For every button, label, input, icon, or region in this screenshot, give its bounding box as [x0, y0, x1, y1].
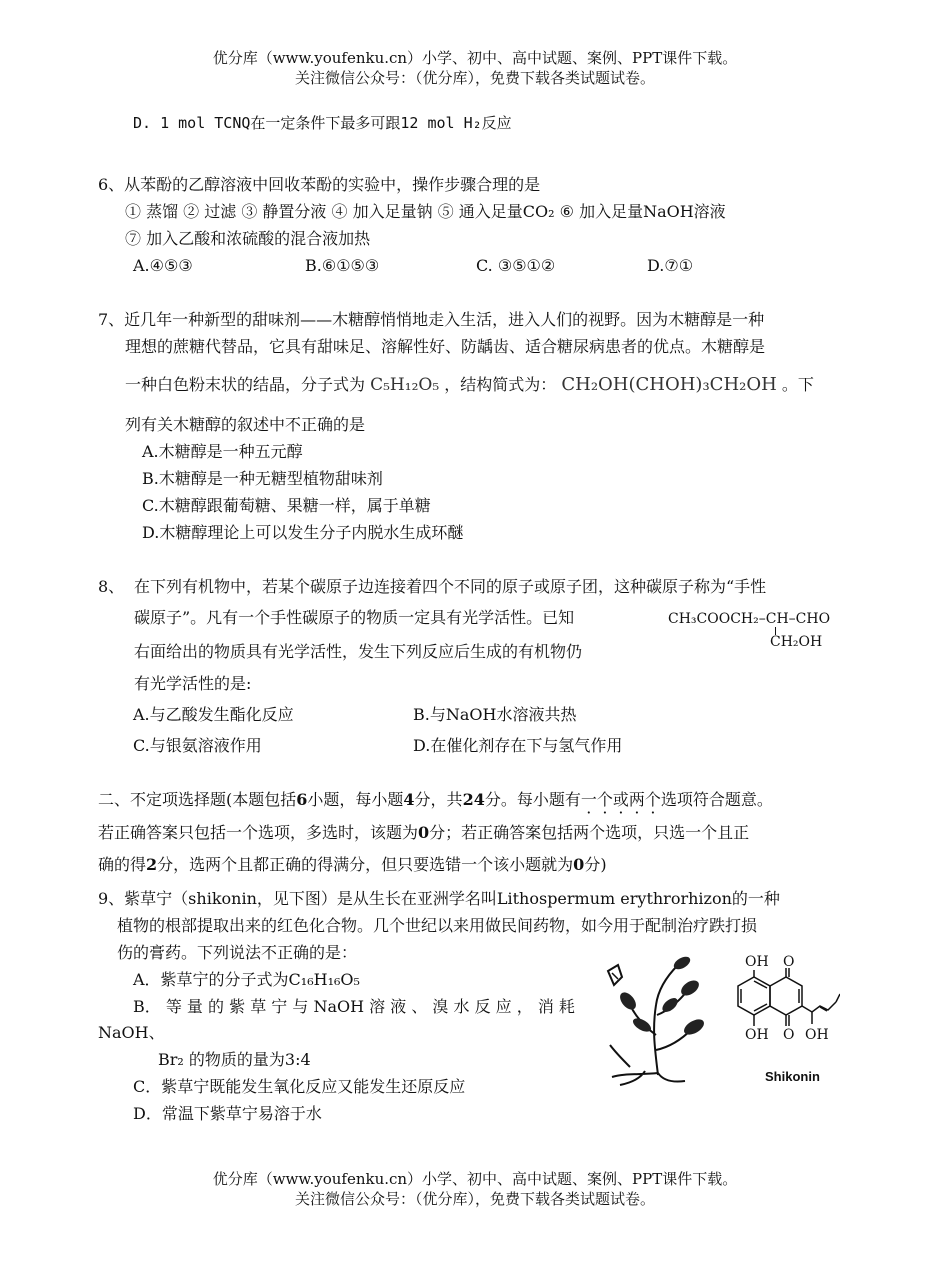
- q8-line-4: 有光学活性的是:: [134, 674, 252, 693]
- shikonin-o-top: O: [783, 954, 795, 970]
- sec2-emphasis: 或: [612, 790, 629, 809]
- sec2-text: 分。每小题有: [484, 790, 581, 809]
- q7-formula: C₅H₁₂O₅: [370, 375, 440, 395]
- q7-structure: CH₂OH(CHOH)₃CH₂OH: [561, 374, 777, 395]
- q8-molecule-branch: CH₂OH: [770, 634, 823, 650]
- q7-line-3-text-b: ，结构简式为：: [444, 375, 557, 394]
- q6-option-a: A.④⑤③: [133, 256, 193, 275]
- sec2-text: 二、不定项选择题(本题包括: [98, 790, 297, 809]
- shikonin-structure: [712, 958, 840, 1058]
- sec2-text: 选项符合题意。: [660, 790, 773, 809]
- q9-option-a: A．紫草宁的分子式为C₁₆H₁₆O₅: [133, 970, 360, 989]
- q7-line-3: [125, 374, 814, 396]
- q7-option-c: C.木糖醇跟葡萄糖、果糖一样，属于单糖: [142, 496, 431, 515]
- header-line-2: 关注微信公众号：（优分库），免费下载各类试题试卷。: [294, 69, 655, 87]
- q6-steps-1: ① 蒸馏 ② 过滤 ③ 静置分液 ④ 加入足量钠 ⑤ 通入足量CO₂ ⑥ 加入足量NaOH溶液: [125, 202, 726, 221]
- q7-option-d: D.木糖醇理论上可以发生分子内脱水生成环醚: [142, 523, 464, 542]
- q7-line-1: 7、近几年一种新型的甜味剂——木糖醇悄悄地走入生活，进入人们的视野。因为木糖醇是一种: [98, 310, 765, 329]
- q6-stem: 6、从苯酚的乙醇溶液中回收苯酚的实验中，操作步骤合理的是: [98, 175, 541, 194]
- q8-option-a: A.与乙酸发生酯化反应: [133, 705, 294, 724]
- sec2-text: 分，共: [414, 790, 463, 809]
- q9-option-b-line-3: Br₂ 的物质的量为3:4: [158, 1050, 311, 1069]
- q6-option-b: B.⑥①⑤③: [305, 256, 380, 275]
- q8-option-d: D.在催化剂存在下与氢气作用: [413, 736, 623, 755]
- q7-line-3-text-a: 一种白色粉末状的结晶，分子式为: [125, 375, 366, 394]
- q5-option-d: D. 1 mol TCNQ在一定条件下最多可跟12 mol H₂反应: [133, 114, 512, 132]
- plant-illustration: [600, 955, 712, 1087]
- sec2-num: 0: [573, 855, 585, 874]
- q9-line-3: 伤的膏药。下列说法不正确的是：: [117, 943, 358, 962]
- q8-line-1: 在下列有机物中，若某个碳原子边连接着四个不同的原子或原子团，这种碳原子称为“手性: [134, 577, 767, 596]
- q9-option-b-line-2: NaOH、: [98, 1023, 165, 1042]
- sec2-emphasis: 一: [580, 790, 597, 809]
- section-2-line-2: [98, 822, 749, 844]
- sec2-text: 若正确答案只包括一个选项，多选时，该题为: [98, 823, 419, 842]
- sec2-emphasis: 两: [628, 790, 645, 809]
- section-2-line-3: [98, 854, 607, 876]
- q9-line-2: 植物的根部提取出来的红色化合物。几个世纪以来用做民间药物，如今用于配制治疗跌打损: [117, 916, 758, 935]
- sec2-num: 24: [462, 790, 485, 809]
- footer-line-2: 关注微信公众号：（优分库），免费下载各类试题试卷。: [294, 1190, 655, 1208]
- sec2-num: 6: [296, 790, 308, 809]
- q8-line-3: 右面给出的物质具有光学活性，发生下列反应后生成的有机物仍: [134, 642, 583, 661]
- sec2-num: 4: [403, 790, 415, 809]
- q9-option-b-line-1: B． 等 量 的 紫 草 宁 与 NaOH 溶 液 、 溴 水 反 应 ， 消 耗: [133, 997, 575, 1016]
- sec2-text: 确的得: [98, 855, 147, 874]
- sec2-num: 0: [418, 823, 430, 842]
- q9-option-c: C．紫草宁既能发生氧化反应又能发生还原反应: [133, 1077, 466, 1096]
- q8-molecule-main: CH₃COOCH₂–CH–CHO: [668, 611, 831, 627]
- header-line-1: 优分库（www.youfenku.cn）小学、初中、高中试题、案例、PPT课件下载。: [212, 49, 738, 67]
- sec2-text: 小题，每小题: [307, 790, 404, 809]
- q7-line-3-text-c: 。下: [781, 375, 814, 394]
- q7-line-2: 理想的蔗糖代替品，它具有甜味足、溶解性好、防龋齿、适合糖尿病患者的优点。木糖醇是: [125, 337, 766, 356]
- shikonin-oh-bottom: OH: [745, 1027, 769, 1043]
- footer-line-1: 优分库（www.youfenku.cn）小学、初中、高中试题、案例、PPT课件下载。: [212, 1170, 738, 1188]
- sec2-text: 分；若正确答案包括两个选项，只选一个且正: [429, 823, 750, 842]
- sec2-text: 分，选两个且都正确的得满分，但只要选错一个该小题就为: [157, 855, 574, 874]
- q8-number: 8、: [98, 577, 125, 596]
- q9-line-1: 9、紫草宁（shikonin，见下图）是从生长在亚洲学名叫Lithospermum erythrorhizon的一种: [98, 889, 780, 908]
- q6-option-c: C. ③⑤①②: [476, 256, 556, 275]
- shikonin-caption: Shikonin: [765, 1069, 820, 1084]
- q7-option-b: B.木糖醇是一种无糖型植物甜味剂: [142, 469, 383, 488]
- shikonin-oh-top: OH: [745, 954, 769, 970]
- q8-line-2: 碳原子”。凡有一个手性碳原子的物质一定具有光学活性。已知: [134, 608, 575, 627]
- q7-option-a: A.木糖醇是一种五元醇: [142, 442, 303, 461]
- shikonin-o-bottom: O: [783, 1027, 795, 1043]
- q8-option-c: C.与银氨溶液作用: [133, 736, 262, 755]
- q9-option-d: D．常温下紫草宁易溶于水: [133, 1104, 322, 1123]
- q6-option-d: D.⑦①: [647, 256, 694, 275]
- sec2-num: 2: [146, 855, 158, 874]
- shikonin-oh-side: OH: [805, 1027, 829, 1043]
- sec2-text: 分): [584, 855, 607, 874]
- q8-option-b: B.与NaOH水溶液共热: [413, 705, 577, 724]
- section-2-line-1: [98, 789, 773, 811]
- q6-steps-2: ⑦ 加入乙酸和浓硫酸的混合液加热: [125, 229, 371, 248]
- q7-line-4: 列有关木糖醇的叙述中不正确的是: [125, 415, 366, 434]
- sec2-emphasis: 个: [596, 790, 613, 809]
- sec2-emphasis: 个: [644, 790, 661, 809]
